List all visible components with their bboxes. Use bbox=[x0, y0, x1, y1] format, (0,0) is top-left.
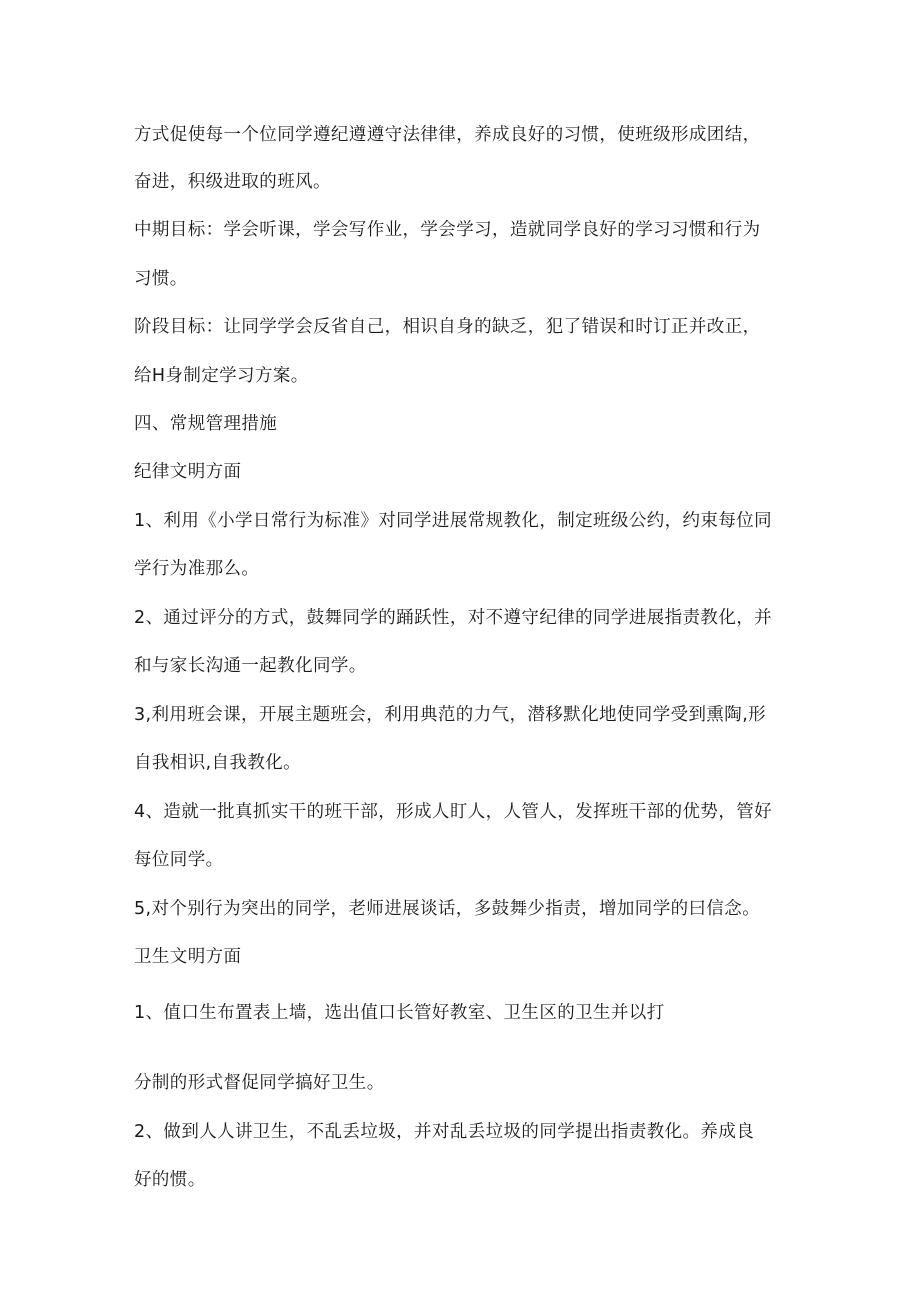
text-line: 2、通过评分的方式，鼓舞同学的踊跃性，对不遵守纪律的同学进展指责教化，并 bbox=[134, 608, 773, 628]
subsection-heading: 纪律文明方面 bbox=[134, 462, 242, 482]
text-line: 学行为准那么。 bbox=[134, 559, 260, 579]
text-line: 和与家长沟通一起教化同学。 bbox=[134, 656, 367, 676]
subsection-heading: 卫生文明方面 bbox=[134, 947, 242, 967]
text-line: 中期目标：学会听课，学会写作业，学会学习，造就同学良好的学习习惯和行为 bbox=[134, 220, 761, 240]
text-line: 2、做到人人讲卫生，不乱丢垃圾，并对乱丢垃圾的同学提出指责教化。养成良 bbox=[134, 1122, 755, 1142]
text-line: 3,利用班会课，开展主题班会，利用典范的力气，潜移默化地使同学受到熏陶,形 bbox=[134, 705, 767, 725]
text-line: 每位同学。 bbox=[134, 850, 224, 870]
text-line: 分制的形式督促同学搞好卫生。 bbox=[134, 1073, 385, 1093]
text-line: 4、造就一批真抓实干的班干部，形成人盯人，人管人，发挥班干部的优势，管好 bbox=[134, 802, 773, 822]
text-line: 方式促使每一个位同学遵纪遵遵守法律律，养成良好的习惯，使班级形成团结， bbox=[134, 125, 761, 145]
text-line: 习惯。 bbox=[134, 269, 188, 289]
text-line: 1、利用《小学日常行为标准》对同学进展常规教化，制定班级公约，约束每位同 bbox=[134, 511, 773, 531]
text-line: 给H身制定学习方案。 bbox=[134, 366, 309, 386]
section-heading: 四、常规管理措施 bbox=[134, 414, 278, 434]
text-line: 好的惯。 bbox=[134, 1170, 206, 1190]
text-line: 阶段目标：让同学学会反省自己，相识自身的缺乏，犯了错误和时订正并改正， bbox=[134, 317, 761, 337]
text-line: 5,对个别行为突出的同学，老师进展谈话，多鼓舞少指责，增加同学的曰信念。 bbox=[134, 899, 761, 919]
text-line: 1、值口生布置表上墙，选出值口长管好教室、卫生区的卫生并以打 bbox=[134, 1003, 665, 1023]
text-line: 自我相识,自我教化。 bbox=[134, 753, 302, 773]
text-line: 奋进，积级进取的班风。 bbox=[134, 172, 331, 192]
